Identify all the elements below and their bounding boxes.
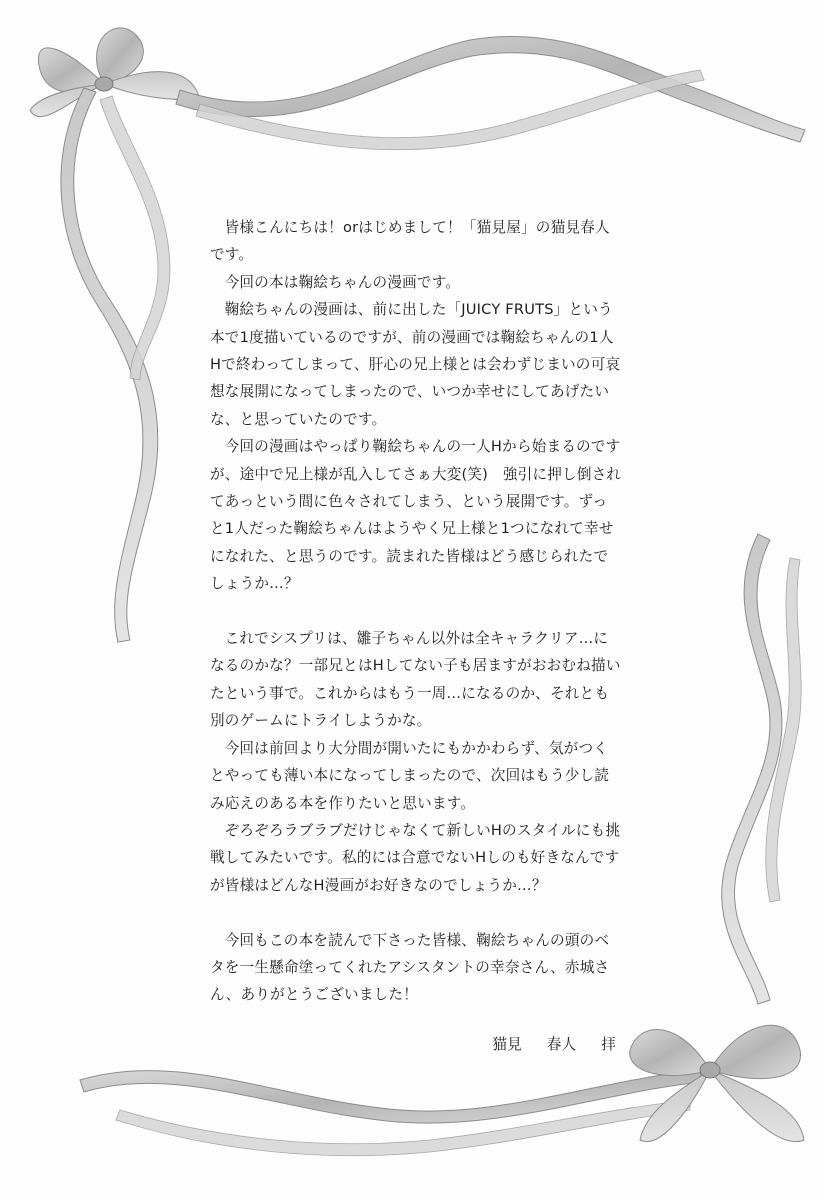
ribbon-strip-right <box>722 534 782 1004</box>
afterword-paragraph-thanks: 今回もこの本を読んで下さった皆様、鞠絵ちゃんの頭のベタを一生懸命塗ってくれたアシスタントの幸奈さん、赤城さん、ありがとうございました！ <box>210 931 610 1004</box>
afterword-paragraph-history: 鞠絵ちゃんの漫画は、前に出した「JUICY FRUTS」という本で1度描いているのですが、前の漫画では鞠絵ちゃんの1人Hで終わってしまって、肝心の兄上様とは会わずじまいの可哀想な展開になってしまったので、いつか幸せにしてあげたいな、と思っていたのです。 <box>210 301 621 428</box>
afterword-paragraph-story: 今回の漫画はやっぱり鞠絵ちゃんの一人Hから始まるのですが、途中で兄上様が乱入してさぁ大変(笑) 強引に押し倒されてあっという間に色々されてしまう、という展開です。ずっと1人だった鞠絵ちゃんはようやく兄上様と1つになれて幸せになれた、と思うのです。読まれた皆様はどう感じられたでしょうか…？ <box>210 438 622 593</box>
signature <box>210 1031 622 1058</box>
afterword-paragraph-intro: 今回の本は鞠絵ちゃんの漫画です。 <box>224 273 461 291</box>
signature-surname: 猫見 <box>492 1035 522 1053</box>
signature-given-name: 春人 <box>546 1035 577 1053</box>
paragraph-spacer <box>210 598 622 625</box>
afterword-paragraph-greeting: 皆様こんにちは！orはじめまして！「猫見屋」の猫見春人です。 <box>210 219 610 264</box>
ribbon-strip-left-2 <box>100 96 170 380</box>
signature-closing: 拝 <box>601 1035 616 1053</box>
afterword-paragraph-next-volume: 今回は前回より大分間が開いたにもかかわらず、気がつくとやっても薄い本になってしまったので、次回はもう少し読み応えのある本を作りたいと思います。 <box>210 739 610 812</box>
afterword-paragraph-challenge: ぞろぞろラブラブだけじゃなくて新しいHのスタイルにも挑戦してみたいです。私的には合意でないHしのも好きなんですが皆様はどんなH漫画がお好きなのでしょうか…？ <box>210 821 621 894</box>
afterword-body <box>210 214 622 1058</box>
paragraph-spacer <box>210 899 622 926</box>
afterword-paragraph-series: これでシスプリは、雛子ちゃん以外は全キャラクリア…になるのかな？一部兄とはHしてない子も居ますがおおむね描いたという事で。これからはもう一周…になるのか、それとも別のゲームにトライしようかな。 <box>210 630 621 730</box>
ribbon-strip-bottom-2 <box>116 1100 690 1156</box>
